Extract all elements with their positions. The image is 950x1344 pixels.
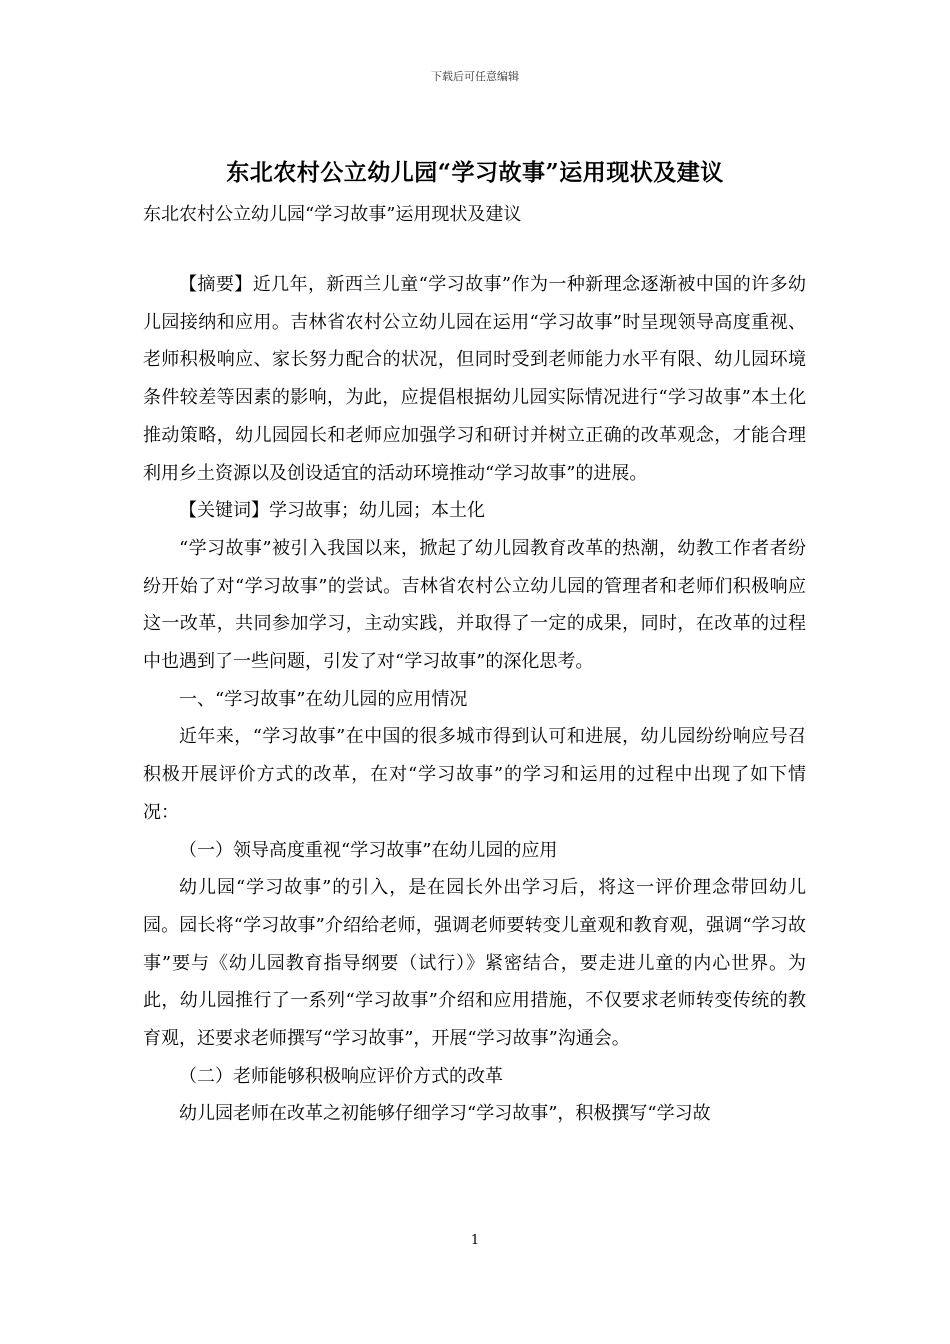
abstract-paragraph: 【摘要】近几年，新西兰儿童“学习故事”作为一种新理念逐渐被中国的许多幼儿园接纳和应用。吉林省农村公立幼儿园在运用“学习故事”时呈现领导高度重视、老师积极响应、家长努力配合的状况，但同时受到老师能力水平有限、幼儿园环境条件较差等因素的影响，为此，应提倡根据幼儿园实际情况进行“学习故事”本土化推动策略，幼儿园园长和老师应加强学习和研讨并树立正确的改革观念，才能合理利用乡土资源以及创设适宜的活动环境推动“学习故事”的进展。 <box>143 274 806 484</box>
body-paragraph: 近年来，“学习故事”在中国的很多城市得到认可和进展，幼儿园纷纷响应号召积极开展评价方式的改革，在对“学习故事”的学习和运用的过程中出现了如下情况： <box>143 726 806 823</box>
document-title: 东北农村公立幼儿园“学习故事”运用现状及建议 <box>226 159 724 186</box>
body-paragraph: 幼儿园老师在改革之初能够仔细学习“学习故事”，积极撰写“学习故 <box>179 1103 711 1125</box>
intro-paragraph: “学习故事”被引入我国以来，掀起了幼儿园教育改革的热潮，幼教工作者者纷纷开始了对“学习故事”的尝试。吉林省农村公立幼儿园的管理者和老师们积极响应这一改革，共同参加学习，主动实践，并取得了一定的成果，同时，在改革的过程中也遇到了一些问题，引发了对“学习故事”的深化思考。 <box>143 537 806 673</box>
subsection-heading-2: （二）老师能够积极响应评价方式的改革 <box>179 1065 503 1087</box>
document-body <box>143 266 806 1133</box>
body-paragraph: 幼儿园“学习故事”的引入，是在园长外出学习后，将这一评价理念带回幼儿园。园长将“学习故事”介绍给老师，强调老师要转变儿童观和教育观，强调“学习故事”要与《幼儿园教育指导纲要（试行）》紧密结合，要走进儿童的内心世界。为此，幼儿园推行了一系列“学习故事”介绍和应用措施，不仅要求老师转变传统的教育观，还要求老师撰写“学习故事”，开展“学习故事”沟通会。 <box>143 877 806 1050</box>
subsection-heading-1: （一）领导高度重视“学习故事”在幼儿园的应用 <box>179 839 558 861</box>
header-note: 下载后可任意编辑 <box>431 70 519 83</box>
section-heading-1: 一、“学习故事”在幼儿园的应用情况 <box>179 688 468 710</box>
page-number: 1 <box>470 1233 480 1248</box>
keywords-paragraph: 【关键词】学习故事；幼儿园；本土化 <box>179 500 485 522</box>
document-subtitle: 东北农村公立幼儿园“学习故事”运用现状及建议 <box>143 204 522 225</box>
